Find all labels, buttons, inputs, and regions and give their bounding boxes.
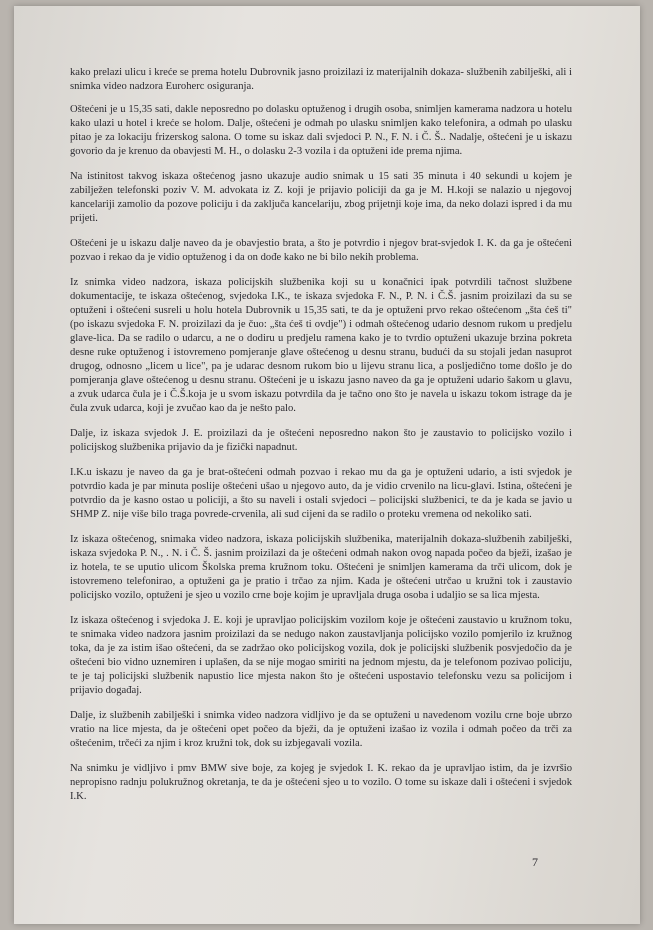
paragraph-11: Na snimku je vidljivo i pmv BMW sive boje, za kojeg je svjedok I. K. rekao da je upravljao istim, da je izvršio nepropisno radnju polukružnog okretanja, te da je oštećeni sjeo u to vozilo. O tome su iskaze dali i oštećeni i svjedok I.K. [70, 763, 572, 802]
paragraph-9: Iz iskaza oštećenog i svjedoka J. E. koji je upravljao policijskim vozilom koje je oštećeni zaustavio u kružnom toku, te snimaka video nadzora jasnim proizilazi da se nedugo nakon zaustavljanja policijsko vozilo pomjerilo iz kružnog toka, da je za istim išao oštećeni, da se zadržao oko policijskog vozila, dok je policijski službenik posvjedočio da je oštećeni bio vidno uznemiren i uplašen, da se nije mogao smiriti na jednom mjestu, da je telefonom pozivao policiju, te je taj policijski službenik napustio lice mjesta nakon što je oštećeni uspostavio telefonsku vezu sa policijom i prijavio događaj. [70, 615, 572, 696]
paragraph-8: Iz iskaza oštećenog, snimaka video nadzora, iskaza policijskih službenika, materijalnih dokaza-službenih zabilješki, iskaza svjedoka P. N., . N. i Č. Š. jasnim proizilazi da je oštećeni odmah nakon ovog napada počeo da bježi, izašao je iz hotela, te se uputio ulicom Školska prema kružnom toku. Oštećeni je snimljen kamerama da trči ulicom, dok je istovremeno telefonirao, a optuženi ga je pratio i trčao za njim. Kada je oštećeni utrčao u kružni tok i zaustavio policijsko vozilo, optuženi je sjeo u vozilo crne boje kojim je upravljala druga osoba i udaljio se sa lica mjesta. [70, 534, 572, 601]
paragraph-5: Iz snimka video nadzora, iskaza policijskih službenika koji su u konačnici ipak potvrdili tačnost službene dokumentacije, te iskaza oštećenog, svjedoka I.K., te iskaza svjedoka F. N., P. N. i Č.Š. jasnim proizilazi da su se optuženi i oštećeni susreli u holu hotela Dubrovnik u 15,35 sati, te da je optuženi prvo rekao oštećenom „šta ćeš ti" (po iskazu svjedoka F. N. proizilazi da je čuo: „šta ćeš ti ovdje") i odmah oštećenog udario desnom rukom u predjelu glave-lica. Da se radilo o udarcu, a ne o dodiru u predjelu ramena kako je to tvrdio optuženi ukazuje brzina pokreta desne ruke optuženog i istovremeno pomjeranje glave oštećenog u desnu stranu, budući da su stojali jedan nasuprot drugog, odnosno „licem u lice", pa je udarac desnom rukom bio u lijevu stranu lica, a posljedično tome došlo je do pomjeranja glave oštećenog u desnu stranu. Oštećeni je u iskazu jasno naveo da ga je optuženi udario šakom u glavu, a zvuk udarca čula je i Č.Š.koja je u svom iskazu potvrdila da je tačno ono što je navela u iskazu tokom istrage da je čula zvuk udarca, koji je zvučao kao da je nešto palo. [70, 277, 572, 414]
paragraph-4: Oštećeni je u iskazu dalje naveo da je obavjestio brata, a što je potvrdio i njegov brat-svjedok I. K. da ga je oštećeni pozvao i rekao da je vidio optuženog i da on dođe kako ne bi bilo nekih problema. [70, 238, 572, 263]
page-number: 7 [532, 855, 538, 869]
paragraph-6: Dalje, iz iskaza svjedok J. E. proizilazi da je oštećeni neposredno nakon što je zaustavio to policijsko vozilo i policijskog službenika prijavio da je fizički napadnut. [70, 428, 572, 453]
document-body [70, 66, 572, 815]
paragraph-3: Na istinitost takvog iskaza oštećenog jasno ukazuje audio snimak u 15 sati 35 minuta i 40 sekundi u kojem je zabilježen telefonski poziv V. M. advokata iz Z. koji je prijavio policiji da ga je M. H.koji se nalazio u njegovoj kancelariji zamolio da pozove policiju i da zaključa kancelariju, zbog prijetnji koje ima, da neko dolazi ispred i da mu prijeti. [70, 171, 572, 224]
paragraph-2: Oštećeni je u 15,35 sati, dakle neposredno po dolasku optuženog i drugih osoba, snimljen kamerama nadzora u hotelu kako ulazi u hotel i kreće se holom. Dalje, oštećeni je odmah po ulasku snimljen kako telefonira, a odmah po ulasku pitao je za lokaciju frizerskog salona. O tome su iskaz dali svjedoci P. N., F. N. i Č. Š.. Nadalje, oštećeni je u iskazu govorio da je krenuo da obavjesti M. H., o dolasku 2-3 vozila i da optuženi ide prema njima. [70, 104, 572, 157]
paragraph-1: kako prelazi ulicu i kreće se prema hotelu Dubrovnik jasno proizilazi iz materijalnih dokaza- službenih zabilješki, ali i snimka video nadzora Euroherc osiguranja. [70, 67, 572, 92]
paragraph-10: Dalje, iz službenih zabilješki i snimka video nadzora vidljivo je da se optuženi u navedenom vozilu crne boje ubrzo vratio na lice mjesta, da je oštećeni opet počeo da bježi, da je optuženi izašao iz vozila i odmah počeo da trči za oštećenim, trčeći za njim i kroz kružni tok, dok su izbjegavali vozila. [70, 710, 572, 749]
paragraph-7: I.K.u iskazu je naveo da ga je brat-oštećeni odmah pozvao i rekao mu da ga je optuženi udario, a isti svjedok je potvrdio kada je par minuta poslije oštećeni ušao u njegovo auto, da je vidio crvenilo na licu-glavi. Istina, oštećeni je potvrdio da je kasno ostao u policiji, a što su naveli i ostali svjedoci – policijski službenici, te da je kada se javio u SHMP Z. nije više bilo traga povrede-crvenila, ali sud cijeni da se radilo o proteku vremena od nekoliko sati. [70, 467, 572, 520]
document-page [14, 6, 640, 924]
